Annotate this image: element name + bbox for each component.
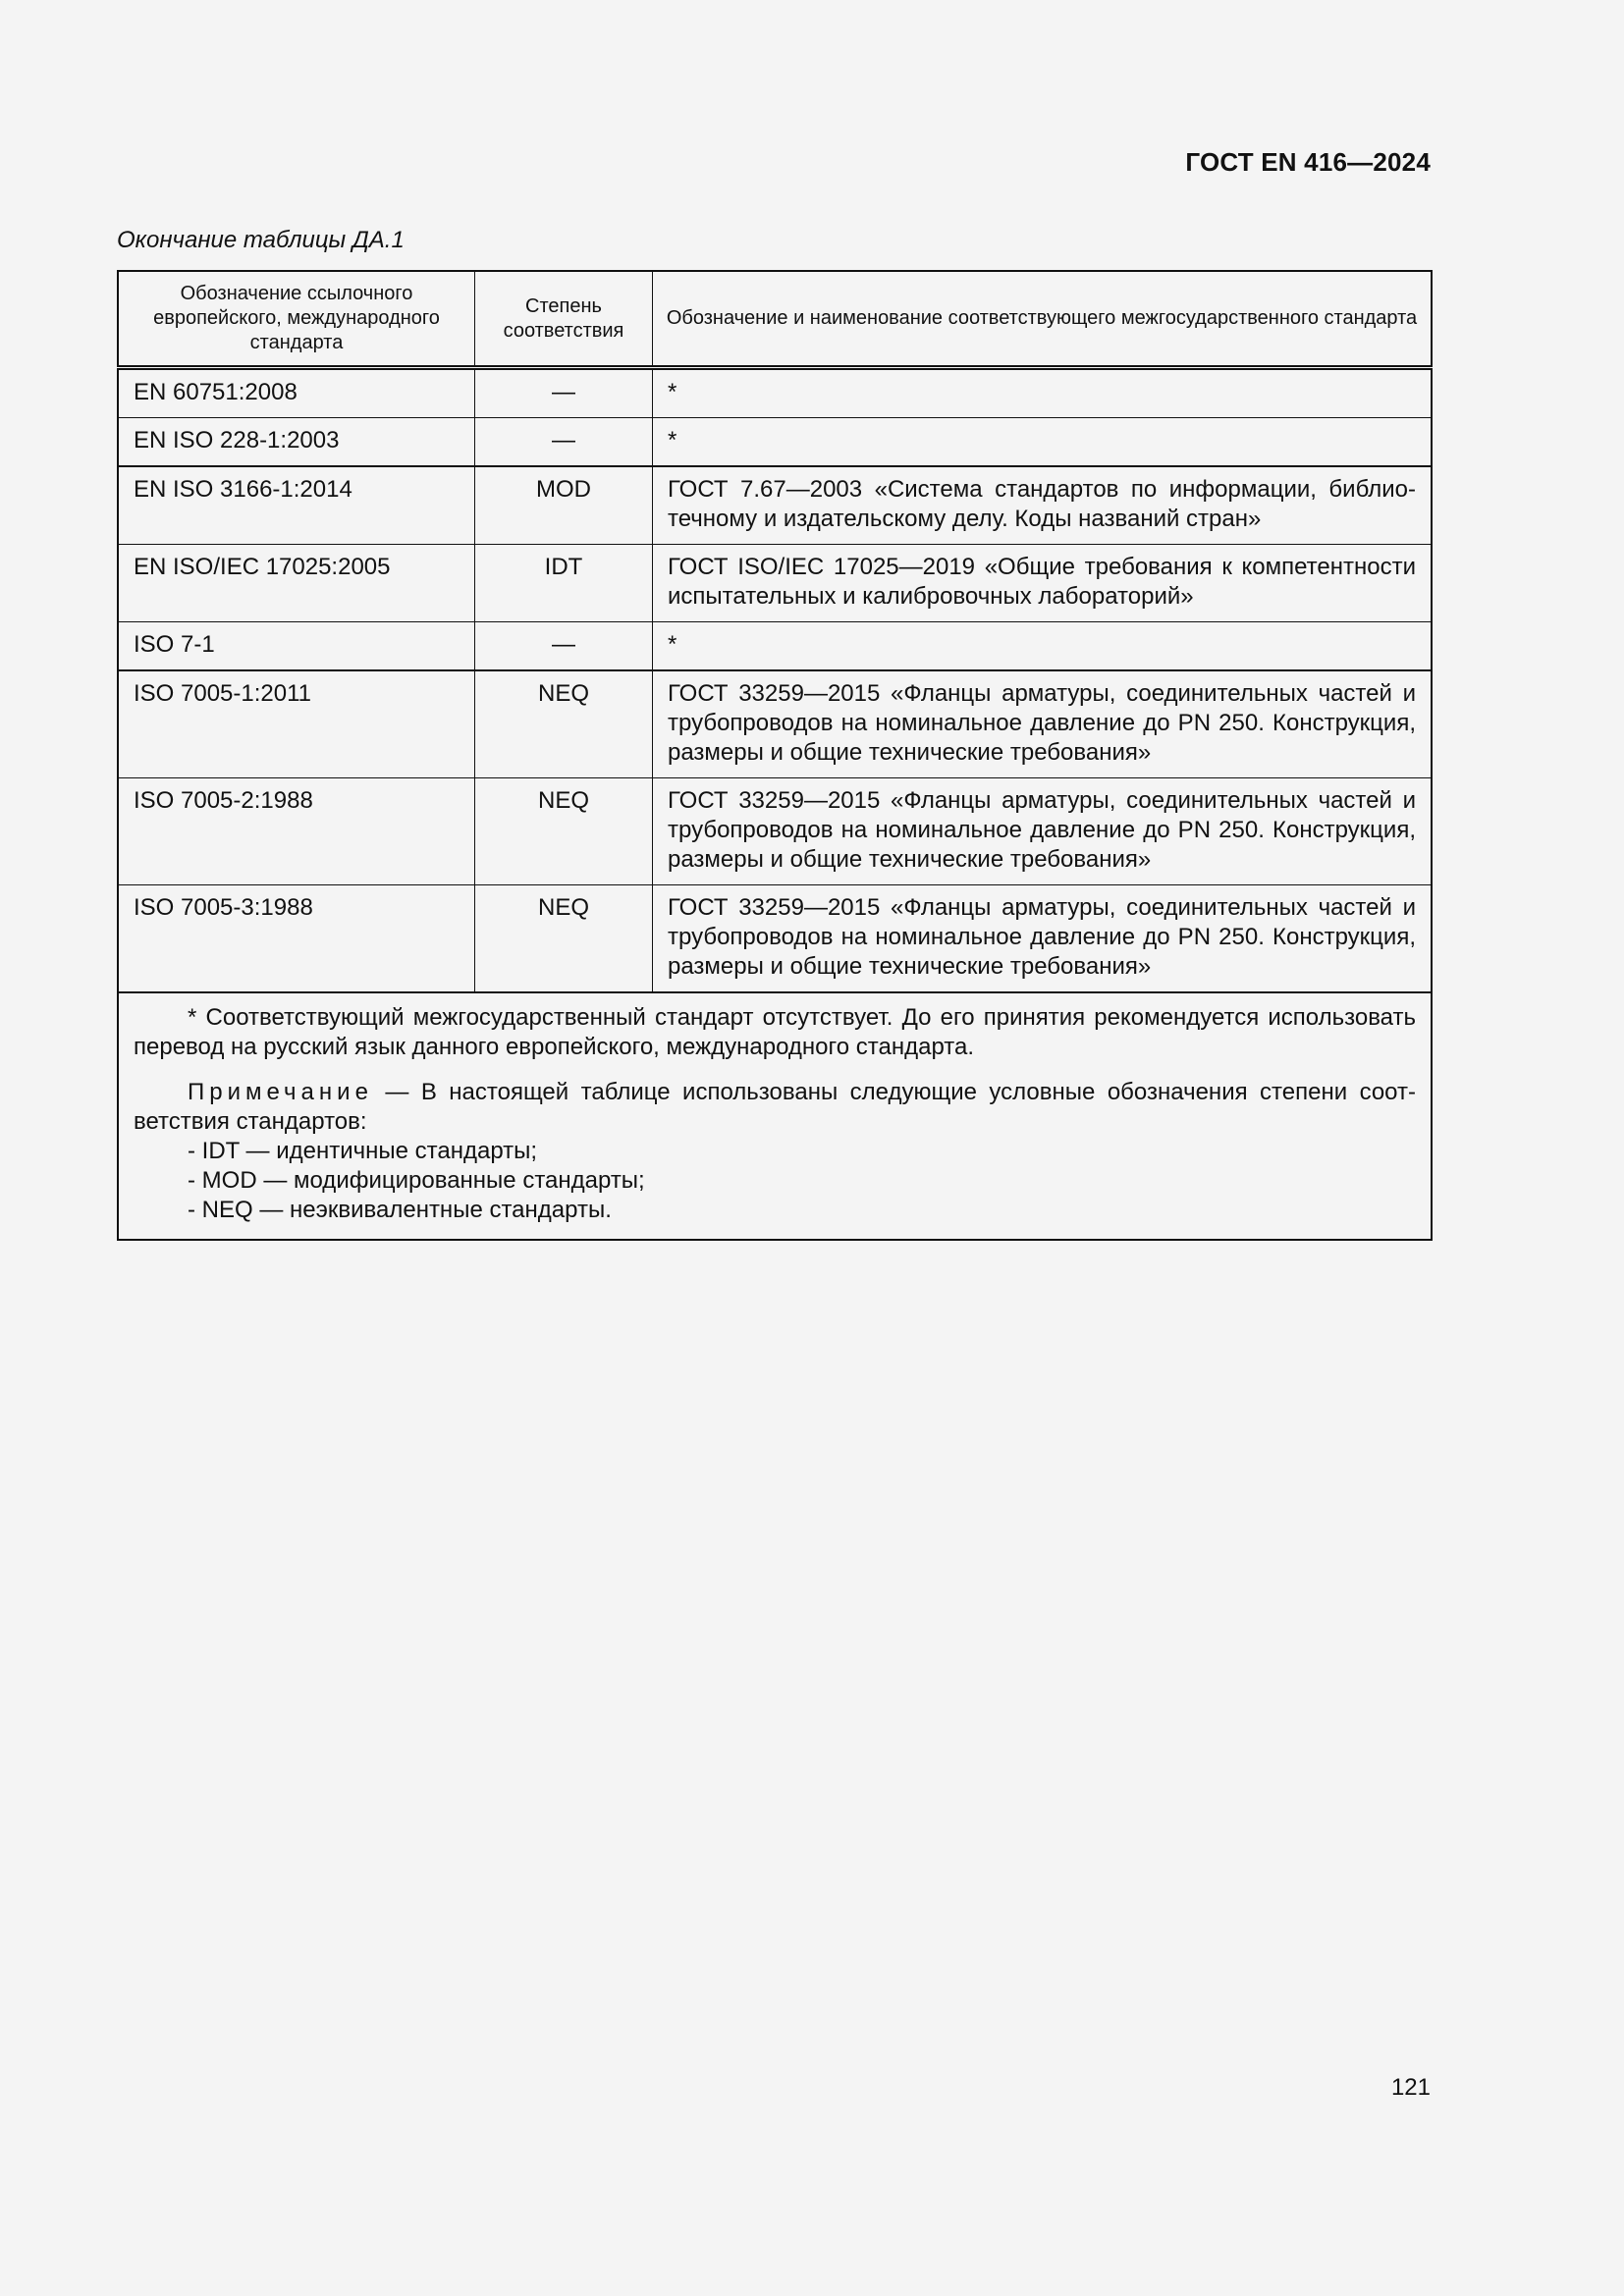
table-row: [118, 885, 1432, 993]
standards-correspondence-table: [117, 270, 1433, 1241]
interstate-standard-cell: ГОСТ 33259—2015 «Фланцы арматуры, соединительных частей и трубопроводов на номинальное давление до PN 250. Конструкция, размеры и общие технические требования»: [653, 778, 1433, 885]
interstate-standard-cell: *: [653, 418, 1433, 467]
table-row: [118, 778, 1432, 885]
note-label: Примечание: [188, 1079, 373, 1105]
column-header-reference-standard: Обозначение ссылочного европейского, международного стандарта: [118, 271, 475, 368]
degree-cell: NEQ: [475, 885, 653, 993]
page-number: 121: [1390, 2074, 1431, 2101]
degree-cell: MOD: [475, 466, 653, 545]
reference-cell: EN ISO/IEC 17025:2005: [118, 545, 475, 622]
interstate-standard-cell: ГОСТ ISO/IEC 17025—2019 «Общие требования к компетентности испытательных и калибровочных лабораторий»: [653, 545, 1433, 622]
reference-cell: ISO 7005-2:1988: [118, 778, 475, 885]
degree-cell: NEQ: [475, 670, 653, 778]
table-header-row: [118, 271, 1432, 368]
table-row: [118, 418, 1432, 467]
footnote: * Соответствующий межгосударственный стандарт отсутствует. До его принятия рекомендуется использовать перевод на русский язык данного европейского, международного стандарта.: [134, 1004, 1416, 1060]
reference-cell: ISO 7-1: [118, 622, 475, 671]
column-header-interstate-standard: Обозначение и наименование соответствующего межгосударственного стандарта: [653, 271, 1433, 368]
degree-cell: IDT: [475, 545, 653, 622]
table-notes-row: [118, 992, 1432, 1240]
table-caption: Окончание таблицы ДА.1: [117, 227, 405, 253]
reference-cell: ISO 7005-1:2011: [118, 670, 475, 778]
degree-cell: —: [475, 622, 653, 671]
degree-cell: —: [475, 368, 653, 418]
reference-cell: ISO 7005-3:1988: [118, 885, 475, 993]
note-list: [134, 1137, 1416, 1225]
list-item: - NEQ — неэквивалентные стандарты.: [188, 1197, 612, 1223]
table-notes: [118, 992, 1432, 1240]
note-paragraph: [134, 1078, 1416, 1137]
degree-cell: NEQ: [475, 778, 653, 885]
column-header-degree: Степень соответствия: [475, 271, 653, 368]
interstate-standard-cell: *: [653, 368, 1433, 418]
degree-cell: —: [475, 418, 653, 467]
document-code: ГОСТ EN 416—2024: [1185, 147, 1431, 177]
table-row: [118, 545, 1432, 622]
table-row: [118, 466, 1432, 545]
table-row: [118, 368, 1432, 418]
interstate-standard-cell: *: [653, 622, 1433, 671]
interstate-standard-cell: ГОСТ 7.67—2003 «Система стандартов по информации, библиотечному и издательскому делу. Коды названий стран»: [653, 466, 1433, 545]
interstate-standard-cell: ГОСТ 33259—2015 «Фланцы арматуры, соединительных частей и трубопроводов на номинальное давление до PN 250. Конструкция, размеры и общие технические требования»: [653, 670, 1433, 778]
reference-cell: EN 60751:2008: [118, 368, 475, 418]
table-row: [118, 670, 1432, 778]
list-item: - IDT — идентичные стандарты;: [188, 1138, 538, 1164]
reference-cell: EN ISO 228-1:2003: [118, 418, 475, 467]
table-row: [118, 622, 1432, 671]
note-text: — В настоящей таблице использованы следующие условные обозначения степени соответствия стандартов:: [134, 1079, 1416, 1135]
list-item: - MOD — модифицированные стандарты;: [188, 1167, 645, 1194]
interstate-standard-cell: ГОСТ 33259—2015 «Фланцы арматуры, соединительных частей и трубопроводов на номинальное давление до PN 250. Конструкция, размеры и общие технические требования»: [653, 885, 1433, 993]
reference-cell: EN ISO 3166-1:2014: [118, 466, 475, 545]
